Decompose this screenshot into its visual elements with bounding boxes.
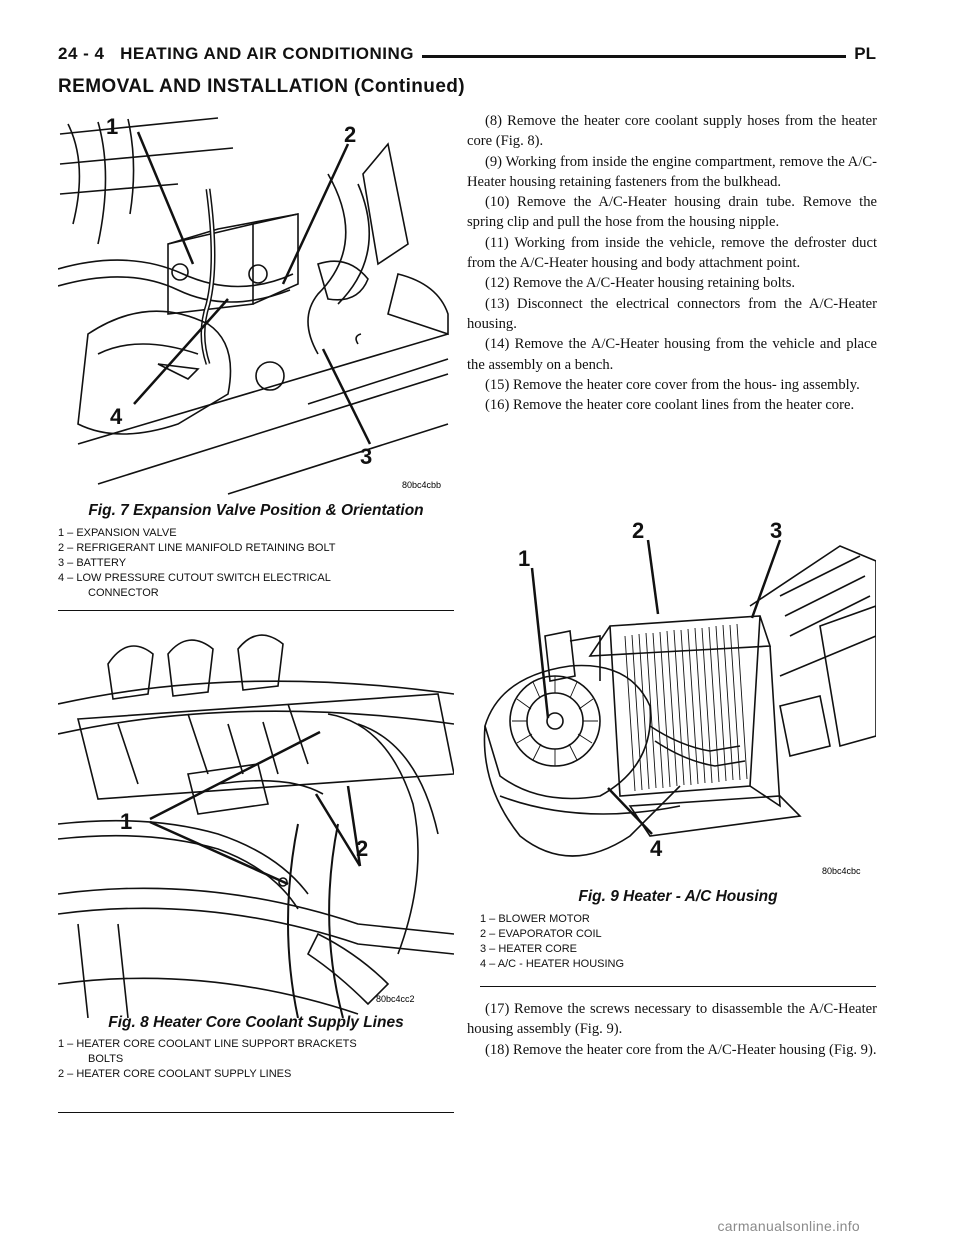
header-page-and-section	[58, 44, 422, 64]
fig7-callout-2: 2	[344, 122, 357, 147]
fig7-legend-item: CONNECTOR	[88, 587, 159, 599]
fig7-caption: Fig. 7 Expansion Valve Position & Orientation	[88, 502, 424, 519]
page-number: 24 - 4	[58, 44, 105, 63]
fig9-legend-item: 4 – A/C - HEATER HOUSING	[480, 958, 625, 970]
step-paragraph: (9) Working from inside the engine compartment, remove the A/C-Heater housing retaining fasteners from the bulkhead.	[467, 153, 877, 190]
fig7-illustration	[58, 104, 454, 500]
fig8-code: 80bc4cc2	[376, 994, 415, 1004]
steps-top	[467, 111, 877, 415]
fig9-legend-item: 2 – EVAPORATOR COIL	[480, 928, 602, 940]
steps-bottom	[467, 999, 877, 1060]
fig8-caption: Fig. 8 Heater Core Coolant Supply Lines	[108, 1014, 404, 1031]
step-paragraph: (10) Remove the A/C-Heater housing drain tube. Remove the spring clip and pull the hose from the housing nipple.	[467, 194, 877, 231]
section-name: HEATING AND AIR CONDITIONING	[120, 44, 415, 63]
page-header	[58, 44, 876, 70]
fig7-legend-item: 2 – REFRIGERANT LINE MANIFOLD RETAINING BOLT	[58, 542, 336, 554]
fig8-legend	[58, 1037, 454, 1082]
figure-7	[58, 104, 454, 601]
fig7-rule	[58, 610, 454, 611]
step-paragraph: (13) Disconnect the electrical connectors from the A/C-Heater housing.	[467, 295, 877, 332]
fig8-rule	[58, 1112, 454, 1113]
fig9-callout-4: 4	[650, 836, 663, 861]
fig8-callout-2: 2	[356, 836, 369, 861]
fig9-code: 80bc4cbc	[822, 866, 861, 876]
fig9-callout-1: 1	[518, 546, 531, 571]
fig9-illustration	[480, 506, 876, 886]
figure-8	[58, 624, 454, 1082]
step-paragraph: (11) Working from inside the vehicle, remove the defroster duct from the A/C-Heater housing and body attachment point.	[467, 234, 877, 272]
fig9-callout-2: 2	[632, 518, 645, 543]
figure-9	[480, 506, 876, 972]
fig8-legend-item: 1 – HEATER CORE COOLANT LINE SUPPORT BRACKETS	[58, 1038, 357, 1050]
fig7-legend	[58, 526, 454, 601]
fig8-illustration	[58, 624, 454, 1018]
fig7-legend-item: 3 – BATTERY	[58, 557, 127, 569]
fig9-caption: Fig. 9 Heater - A/C Housing	[578, 888, 778, 905]
fig7-code: 80bc4cbb	[402, 480, 442, 490]
step-paragraph: (15) Remove the heater core cover from the hous- ing assembly.	[485, 376, 860, 393]
fig8-callout-1: 1	[120, 809, 133, 834]
fig9-legend	[480, 912, 876, 972]
fig7-callout-4: 4	[110, 404, 123, 429]
step-paragraph: (8) Remove the heater core coolant supply hoses from the heater core (Fig. 8).	[467, 113, 877, 150]
fig9-rule	[480, 986, 876, 987]
fig9-callout-3: 3	[770, 518, 783, 543]
fig7-callout-1: 1	[106, 114, 119, 139]
fig9-legend-item: 3 – HEATER CORE	[480, 943, 577, 955]
watermark-footer: carmanualsonline.info	[717, 1218, 860, 1234]
model-code: PL	[846, 44, 876, 64]
fig7-legend-item: 1 – EXPANSION VALVE	[58, 527, 177, 539]
fig7-callout-3: 3	[360, 444, 373, 469]
section-title: REMOVAL AND INSTALLATION (Continued)	[58, 76, 466, 97]
fig7-legend-item: 4 – LOW PRESSURE CUTOUT SWITCH ELECTRICAL	[58, 572, 331, 584]
step-paragraph: (16) Remove the heater core coolant lines from the heater core.	[485, 397, 855, 414]
step-paragraph: (17) Remove the screws necessary to disassemble the A/C-Heater housing assembly (Fig. 9).	[467, 1001, 877, 1038]
step-paragraph: (14) Remove the A/C-Heater housing from the vehicle and place the assembly on a bench.	[467, 336, 877, 373]
fig8-legend-item: BOLTS	[88, 1053, 124, 1065]
step-paragraph: (12) Remove the A/C-Heater housing retaining bolts.	[485, 275, 796, 292]
fig9-legend-item: 1 – BLOWER MOTOR	[480, 913, 590, 925]
fig8-legend-item: 2 – HEATER CORE COOLANT SUPPLY LINES	[58, 1068, 292, 1080]
step-paragraph: (18) Remove the heater core from the A/C-Heater housing (Fig. 9).	[485, 1041, 877, 1058]
